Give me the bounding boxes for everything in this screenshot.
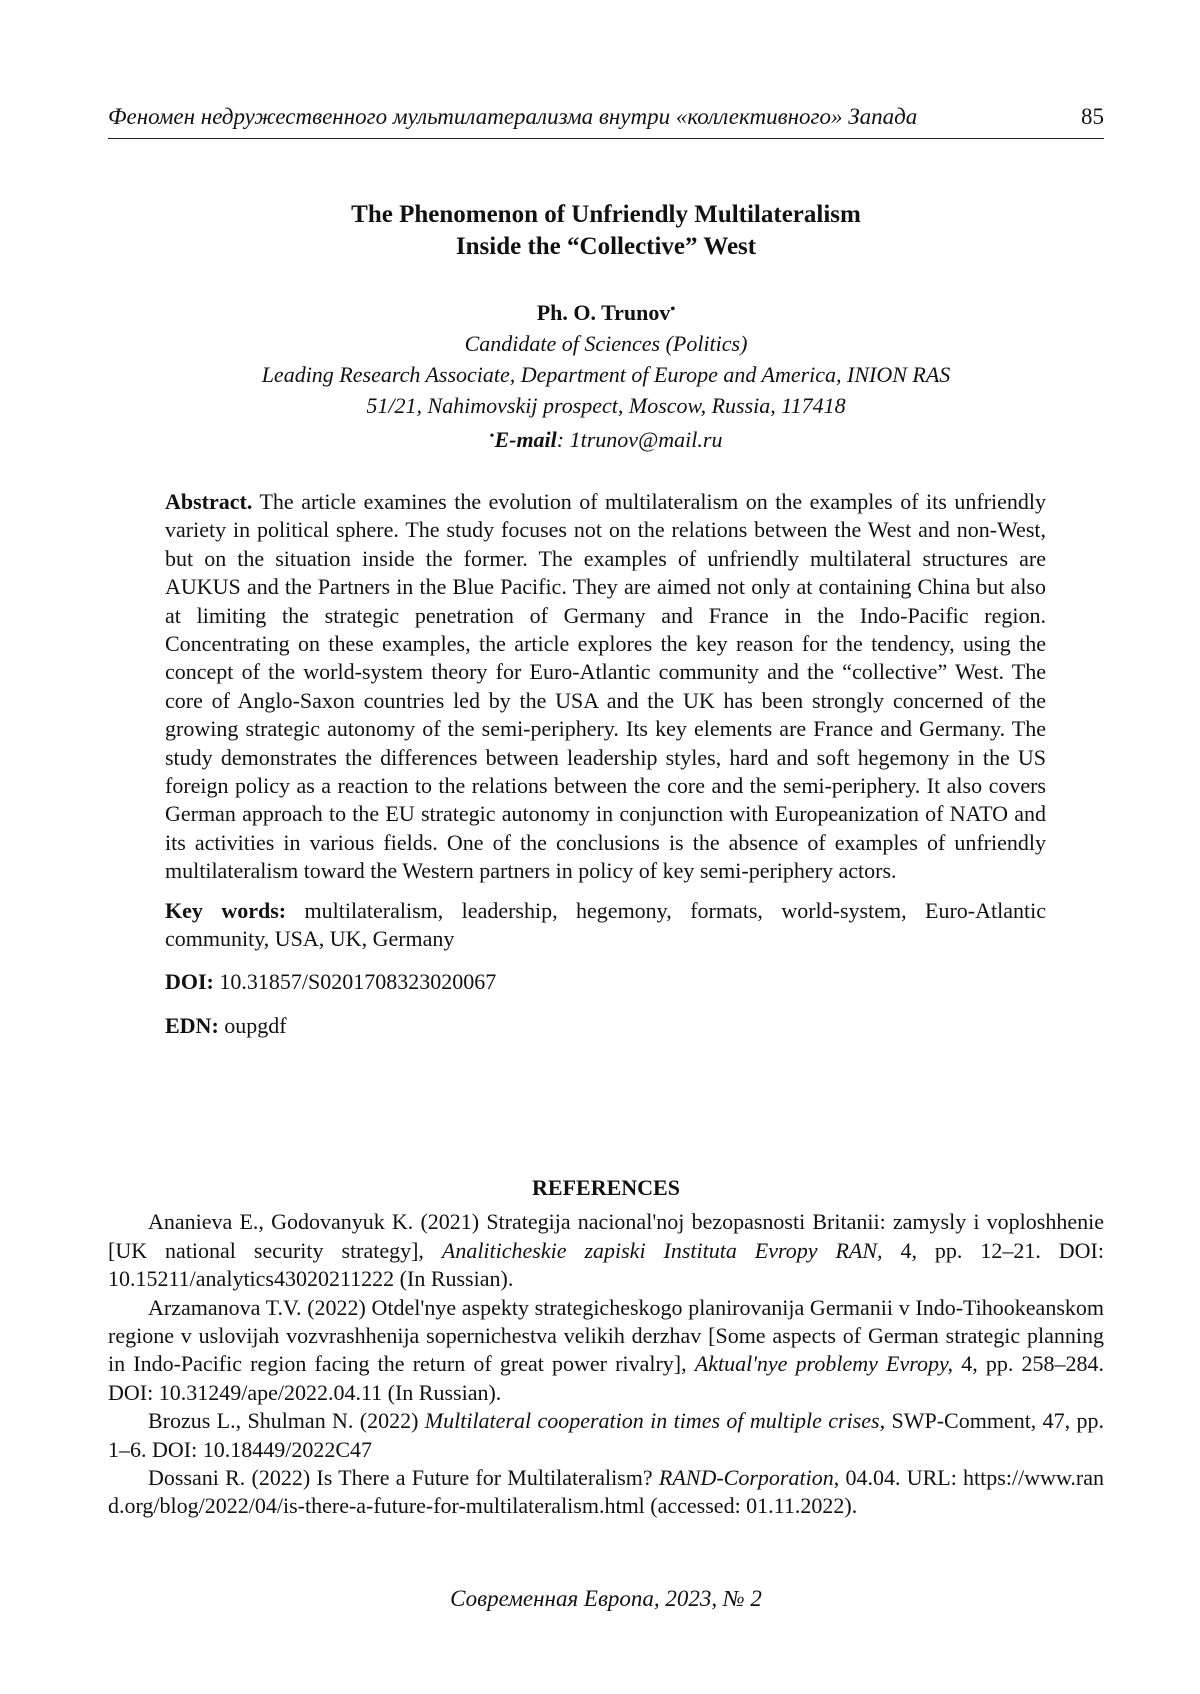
reference-source: Analiticheskie zapiski Instituta Evropy RAN, [441, 1237, 883, 1263]
keywords-paragraph [165, 897, 1046, 954]
reference-source: Multilateral cooperation in times of multiple crises [424, 1408, 880, 1434]
journal-footer: Современная Европа, 2023, № 2 [450, 1586, 762, 1611]
author-degree: Candidate of Sciences (Politics) [464, 331, 748, 356]
email-label: E-mail [494, 427, 557, 452]
author-email-line [108, 421, 1104, 455]
reference-details: 4, pp. 258–284. DOI: 10.31249/ape/2022.04.11 (In Russian). [108, 1351, 1105, 1405]
article-title [108, 199, 1104, 263]
running-title: Феномен недружественного мультилатерализма внутри «коллективного» Запада [108, 104, 918, 129]
reference-item [108, 1294, 1104, 1408]
reference-source: RAND-Corporation [658, 1465, 834, 1491]
references-heading: REFERENCES [532, 1175, 680, 1200]
reference-text: Dossani R. (2022) Is There a Future for Multilateralism? [148, 1465, 659, 1491]
keywords-label: Key words: [165, 897, 287, 923]
reference-text: Brozus L., Shulman N. (2022) [148, 1408, 425, 1434]
author-block [108, 294, 1104, 455]
reference-item [108, 1464, 1104, 1521]
doi-value[interactable]: 10.31857/S0201708323020067 [213, 968, 497, 994]
reference-source: Aktual'nye problemy Evropy, [694, 1351, 954, 1377]
email-address[interactable]: : 1trunov@mail.ru [556, 427, 723, 452]
reference-text: Arzamanova T.V. (2022) Otdel'nye aspekty strategicheskogo planirovanija Germanii v Indo-Tihookeanskom regione v uslovijah vozvrashhenija sopernichestva velikih derzhav [Some aspects of German strategic planning in Indo-Pacific region facing the return of great power rivalry], [108, 1294, 1104, 1377]
abstract-section [165, 488, 1046, 1040]
author-name-line [108, 294, 1104, 328]
keywords-text: multilateralism, leadership, hegemony, formats, world-system, Euro-Atlantic community, USA, UK, Germany [165, 897, 1046, 952]
abstract-label: Abstract. [165, 489, 253, 514]
article-title-line-2: Inside the “Collective” West [455, 233, 757, 260]
page-number: 85 [1081, 104, 1104, 129]
article-title-line-1: The Phenomenon of Unfriendly Multilateralism [351, 201, 861, 228]
edn-value: oupgdf [218, 1012, 287, 1038]
reference-text: Ananieva E., Godovanyuk K. (2021) Strategija nacional'noj bezopasnosti Britanii: zamysly i voploshhenie [UK national security strategy], [108, 1209, 1104, 1263]
author-position: Leading Research Associate, Department of Europe and America, INION RAS [261, 362, 951, 387]
abstract-paragraph [165, 488, 1046, 886]
doi-line [165, 968, 1046, 996]
references-section [108, 1174, 1104, 1521]
edn-line [165, 1012, 1046, 1040]
author-marker: • [670, 302, 676, 317]
reference-item [108, 1407, 1104, 1464]
abstract-text: The article examines the evolution of multilateralism on the examples of its unfriendly variety in political sphere. The study focuses not on the relations between the West and non-West, but on the situation inside the former. The examples of unfriendly multilateral structures are AUKUS and the Partners in the Blue Pacific. They are aimed not only at containing China but also at limiting the strategic penetration of Germany and France in the Indo-Pacific region. Concentrating on these examples, the article explores the key reason for the tendency, using the concept of the world-system theory for Euro-Atlantic community and the “collective” West. The core of Anglo-Saxon countries led by the USA and the UK has been strongly concerned of the growing strategic autonomy of the semi-periphery. Its key elements are France and Germany. The study demonstrates the differences between leadership styles, hard and soft hegemony in the US foreign policy as a reaction to the relations between the core and the semi-periphery. It also covers German approach to the EU strategic autonomy in conjunction with Europeanization of NATO and its activities in various fields. One of the conclusions is the absence of examples of unfriendly multilateralism toward the Western partners in policy of key semi-periphery actors. [165, 489, 1046, 884]
reference-item [108, 1208, 1104, 1293]
email-marker: • [489, 429, 495, 444]
author-address: 51/21, Nahimovskij prospect, Moscow, Russia, 117418 [366, 393, 846, 418]
doi-label: DOI: [165, 968, 214, 994]
author-name: Ph. O. Trunov [536, 300, 671, 325]
reference-details: , SWP-Comment, 47, pp. 1–6. DOI: 10.18449/2022C47 [108, 1408, 1105, 1462]
running-header [108, 104, 1104, 139]
reference-details: 4, pp. 12–21. DOI: 10.15211/analytics43020211222 (In Russian). [108, 1237, 1105, 1292]
reference-details[interactable]: , 04.04. URL: https://www.rand.org/blog/2022/04/is-there-a-future-for-multilateralism.html (accessed: 01.11.2022). [108, 1465, 1104, 1519]
edn-label: EDN: [165, 1012, 219, 1038]
